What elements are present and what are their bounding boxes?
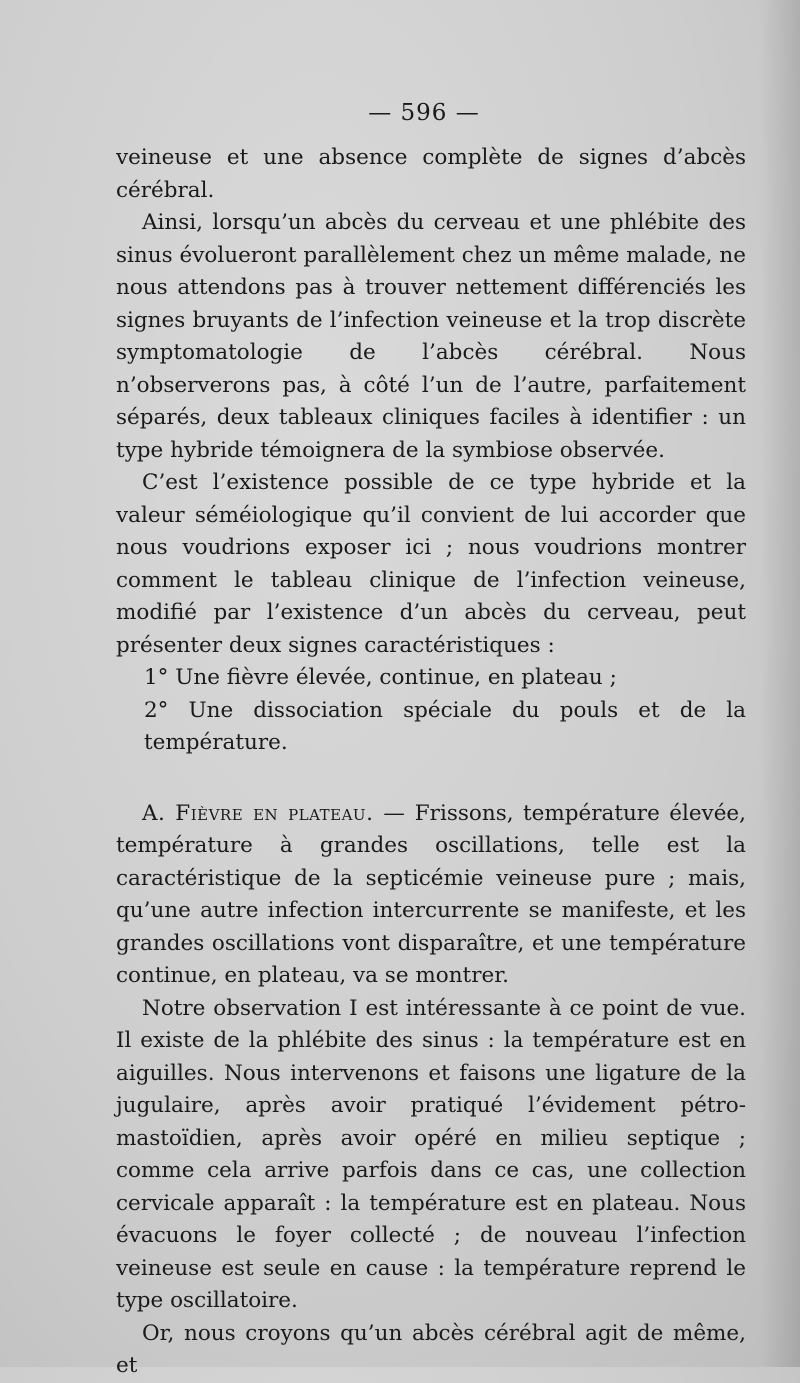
paragraph: veineuse et une absence complète de signes d’abcès cérébral.	[116, 145, 746, 203]
body-text	[116, 142, 746, 1383]
paragraph: Ainsi, lorsqu’un abcès du cerveau et une phlébite des sinus évolueront parallèlement chez un même malade, ne nous attendons pas à trouver nettement différenciés les signes bruyants de l’infection veineuse et la trop discrète symptomatologie de l’abcès cérébral. Nous n’observerons pas, à côté l’un de l’autre, parfaitement séparés, deux tableaux cliniques faciles à identifier : un type hybride témoignera de la symbiose observée.	[116, 210, 746, 463]
section-text: Frissons, température élevée, température à grandes oscillations, telle est la caractéristique de la septicémie veineuse pure ; mais, qu’une autre infection intercurrente se manifeste, et les grandes oscillations vont disparaître, et une température continue, en plateau, va se montrer.	[116, 800, 746, 988]
list-item: 2° Une dissociation spéciale du pouls et de la température.	[144, 697, 746, 755]
list-item: 1° Une fièvre élevée, continue, en plateau ;	[144, 665, 617, 690]
section-heading: A. Fièvre en plateau. —	[142, 800, 406, 826]
paragraph: C’est l’existence possible de ce type hybride et la valeur séméiologique qu’il convient de lui accorder que nous voudrions exposer ici ; nous voudrions montrer comment le tableau clinique de l’infection veineuse, modifié par l’existence d’un abcès du cerveau, peut présenter deux signes caractéristiques :	[116, 470, 746, 658]
section-gap	[116, 760, 746, 798]
paragraph: Or, nous croyons qu’un abcès cérébral agit de même, et	[116, 1320, 746, 1378]
page-edge-shadow	[760, 0, 800, 1367]
paragraph: Notre observation I est intéressante à ce point de vue. Il existe de la phlébite des sinus : la température est en aiguilles. Nous intervenons et faisons une ligature de la jugulaire, après avoir pratiqué l’évidement pétro-mastoïdien, après avoir opéré en milieu septique ; comme cela arrive parfois dans ce cas, une collection cervicale apparaît : la température est en plateau. Nous évacuons le foyer collecté ; de nouveau l’infection veineuse est seule en cause : la température reprend le type oscillatoire.	[116, 995, 746, 1313]
page-number: — 596 —	[368, 100, 480, 126]
section-paragraph	[116, 798, 746, 993]
